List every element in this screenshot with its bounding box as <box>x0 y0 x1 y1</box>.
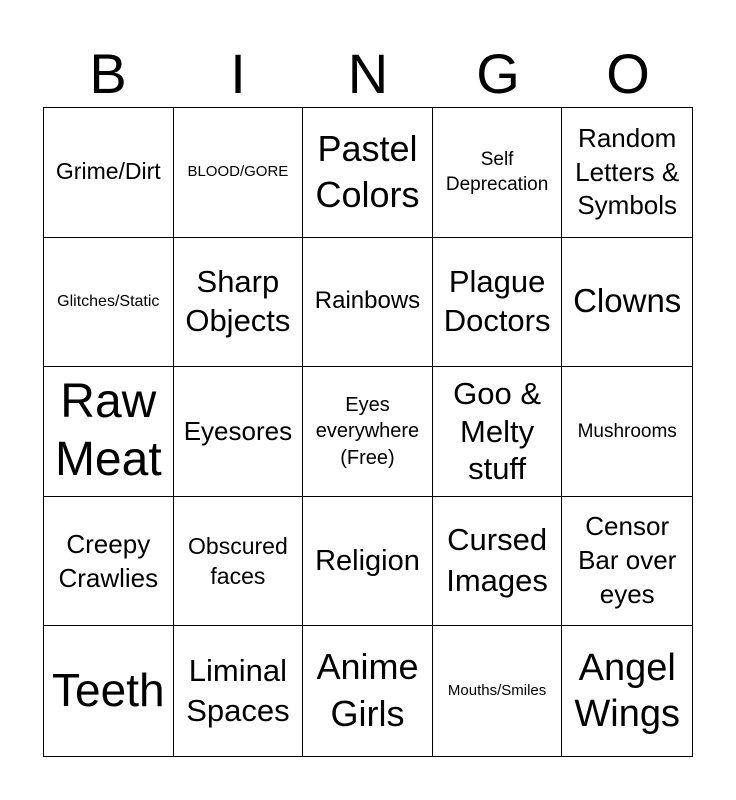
header-letter-b: B <box>89 42 127 105</box>
bingo-cell: Angel Wings <box>574 646 680 736</box>
bingo-cell: Goo & Melty stuff <box>433 367 563 497</box>
bingo-cell: Creepy Crawlies <box>44 497 174 627</box>
bingo-cell: Religion <box>303 497 433 627</box>
bingo-cell: Glitches/Static <box>44 238 174 368</box>
header-letter-i: I <box>230 42 246 105</box>
bingo-cell: Anime Girls <box>303 626 433 756</box>
bingo-cell: Pastel Colors <box>303 108 433 238</box>
bingo-cell: Liminal Spaces <box>174 626 304 756</box>
bingo-cell: Obscured faces <box>174 497 304 627</box>
bingo-cell: Random Letters & Symbols <box>562 108 692 238</box>
bingo-cell: Eyesores <box>174 367 304 497</box>
bingo-cell: Teeth <box>44 626 174 756</box>
bingo-cell: Cursed Images <box>433 497 563 627</box>
bingo-cell: Clowns <box>562 238 692 368</box>
header-letter-n: N <box>347 42 389 105</box>
header-letter-g: G <box>476 42 520 105</box>
bingo-cell: Mushrooms <box>562 367 692 497</box>
bingo-cell: BLOOD/GORE <box>174 108 304 238</box>
bingo-header <box>43 40 693 108</box>
bingo-cell: Censor Bar over eyes <box>562 497 692 627</box>
bingo-cell: Mouths/Smiles <box>433 626 563 756</box>
bingo-board <box>43 107 693 757</box>
bingo-cell: Grime/Dirt <box>44 108 174 238</box>
bingo-cell: Self Deprecation <box>433 108 563 238</box>
bingo-cell: Rainbows <box>303 238 433 368</box>
bingo-cell: Sharp Objects <box>174 238 304 368</box>
header-letter-o: O <box>606 42 650 105</box>
bingo-cell: Eyes everywhere (Free) <box>303 367 433 497</box>
bingo-cell: Raw Meat <box>44 367 174 497</box>
bingo-cell: Plague Doctors <box>433 238 563 368</box>
